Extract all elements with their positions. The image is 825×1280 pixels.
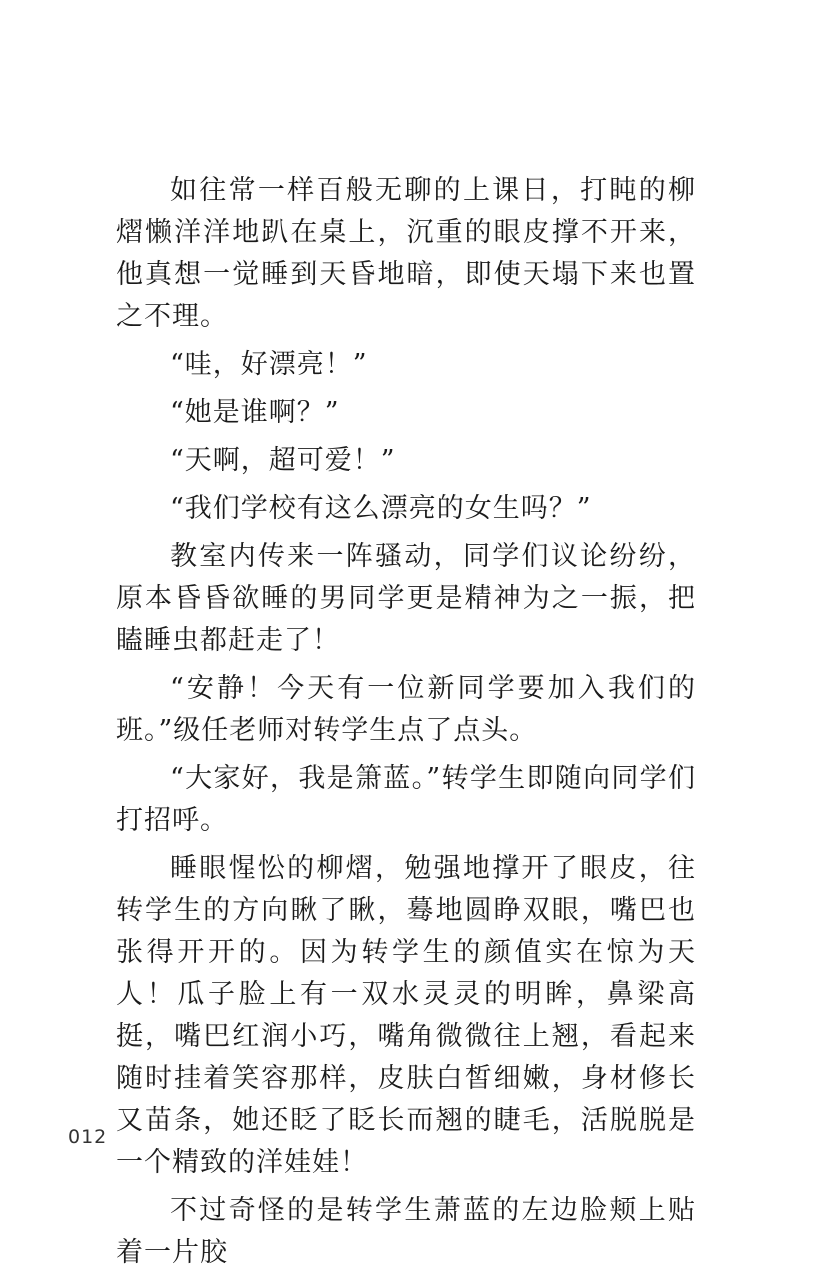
paragraph-10: 不过奇怪的是转学生萧蓝的左边脸颊上贴着一片胶 xyxy=(116,1195,696,1268)
paragraph-6: 教室内传来一阵骚动，同学们议论纷纷，原本昏昏欲睡的男同学更是精神为之一振，把瞌睡虫都赶走了！ xyxy=(116,541,696,656)
paragraph-1: 如往常一样百般无聊的上课日，打盹的柳熠懒洋洋地趴在桌上，沉重的眼皮撑不开来，他真想一觉睡到天昏地暗，即使天塌下来也置之不理。 xyxy=(116,175,696,332)
paragraph-3: “她是谁啊？” xyxy=(170,397,340,428)
paragraph-5: “我们学校有这么漂亮的女生吗？” xyxy=(170,493,592,524)
paragraph-9: 睡眼惺忪的柳熠，勉强地撑开了眼皮，往转学生的方向瞅了瞅，蓦地圆睁双眼，嘴巴也张得开开的。因为转学生的颜值实在惊为天人！瓜子脸上有一双水灵灵的明眸，鼻梁高挺，嘴巴红润小巧，嘴角微微往上翘，看起来随时挂着笑容那样，皮肤白皙细嫩，身材修长又苗条，她还眨了眨长而翘的睫毛，活脱脱是一个精致的洋娃娃！ xyxy=(116,853,696,1178)
paragraph-8: “大家好，我是箫蓝。”转学生即随向同学们打招呼。 xyxy=(116,763,696,836)
paragraph-2: “哇，好漂亮！” xyxy=(170,349,368,380)
paragraph-7: “安静！今天有一位新同学要加入我们的班。”级任老师对转学生点了点头。 xyxy=(116,673,696,746)
page-body xyxy=(116,170,696,1280)
paragraph-4: “天啊，超可爱！” xyxy=(170,445,396,476)
page-number: 012 xyxy=(68,1126,108,1148)
